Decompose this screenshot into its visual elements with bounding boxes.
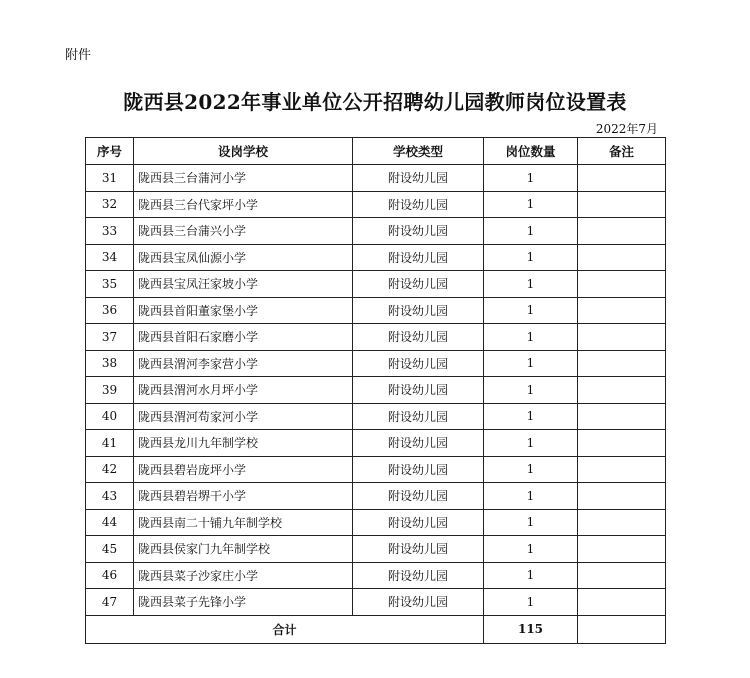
cell-count: 1	[484, 403, 578, 430]
table-row	[86, 483, 666, 510]
cell-type: 附设幼儿园	[353, 218, 484, 245]
document-title: 陇西县2022年事业单位公开招聘幼儿园教师岗位设置表	[123, 90, 627, 114]
cell-no: 44	[86, 509, 134, 536]
cell-count: 1	[484, 218, 578, 245]
cell-no: 35	[86, 271, 134, 298]
cell-note	[578, 509, 666, 536]
cell-school: 陇西县南二十铺九年制学校	[134, 509, 353, 536]
cell-note	[578, 456, 666, 483]
cell-note	[578, 589, 666, 616]
cell-school: 陇西县碧岩堺干小学	[134, 483, 353, 510]
cell-school: 陇西县侯家门九年制学校	[134, 536, 353, 563]
cell-note	[578, 191, 666, 218]
cell-count: 1	[484, 589, 578, 616]
cell-school: 陇西县菜子先锋小学	[134, 589, 353, 616]
cell-type: 附设幼儿园	[353, 191, 484, 218]
cell-no: 42	[86, 456, 134, 483]
table-row	[86, 456, 666, 483]
cell-no: 32	[86, 191, 134, 218]
cell-no: 37	[86, 324, 134, 351]
cell-note	[578, 430, 666, 457]
cell-note	[578, 562, 666, 589]
table-row	[86, 297, 666, 324]
table-row	[86, 403, 666, 430]
header-count: 岗位数量	[484, 138, 578, 165]
cell-count: 1	[484, 350, 578, 377]
cell-no: 33	[86, 218, 134, 245]
cell-type: 附设幼儿园	[353, 403, 484, 430]
cell-note	[578, 271, 666, 298]
cell-type: 附设幼儿园	[353, 271, 484, 298]
cell-no: 34	[86, 244, 134, 271]
cell-no: 36	[86, 297, 134, 324]
cell-count: 1	[484, 483, 578, 510]
cell-type: 附设幼儿园	[353, 589, 484, 616]
cell-school: 陇西县碧岩庞坪小学	[134, 456, 353, 483]
header-no: 序号	[86, 138, 134, 165]
table-row	[86, 350, 666, 377]
attachment-label: 附件	[65, 48, 92, 63]
cell-school: 陇西县菜子沙家庄小学	[134, 562, 353, 589]
cell-type: 附设幼儿园	[353, 456, 484, 483]
cell-no: 31	[86, 165, 134, 192]
table-row	[86, 324, 666, 351]
cell-count: 1	[484, 377, 578, 404]
table-row	[86, 191, 666, 218]
cell-count: 1	[484, 456, 578, 483]
document-date: 2022年7月	[595, 122, 658, 136]
cell-school: 陇西县三台蒲河小学	[134, 165, 353, 192]
total-note	[578, 615, 666, 643]
table-row	[86, 430, 666, 457]
cell-no: 39	[86, 377, 134, 404]
cell-note	[578, 483, 666, 510]
cell-type: 附设幼儿园	[353, 165, 484, 192]
cell-count: 1	[484, 562, 578, 589]
cell-no: 47	[86, 589, 134, 616]
cell-school: 陇西县首阳石家磨小学	[134, 324, 353, 351]
cell-no: 40	[86, 403, 134, 430]
cell-count: 1	[484, 165, 578, 192]
cell-school: 陇西县三台蒲兴小学	[134, 218, 353, 245]
cell-count: 1	[484, 430, 578, 457]
cell-count: 1	[484, 536, 578, 563]
cell-no: 43	[86, 483, 134, 510]
cell-type: 附设幼儿园	[353, 430, 484, 457]
total-label: 合计	[86, 615, 484, 643]
table-row	[86, 377, 666, 404]
total-row	[86, 615, 666, 643]
cell-count: 1	[484, 509, 578, 536]
cell-school: 陇西县渭河苟家河小学	[134, 403, 353, 430]
table-row	[86, 562, 666, 589]
cell-note	[578, 218, 666, 245]
cell-school: 陇西县龙川九年制学校	[134, 430, 353, 457]
cell-type: 附设幼儿园	[353, 483, 484, 510]
cell-no: 45	[86, 536, 134, 563]
cell-count: 1	[484, 324, 578, 351]
cell-count: 1	[484, 297, 578, 324]
cell-note	[578, 536, 666, 563]
cell-count: 1	[484, 271, 578, 298]
table-row	[86, 509, 666, 536]
table-row	[86, 271, 666, 298]
cell-no: 41	[86, 430, 134, 457]
cell-note	[578, 297, 666, 324]
cell-count: 1	[484, 244, 578, 271]
table-row	[86, 165, 666, 192]
table-row	[86, 536, 666, 563]
cell-note	[578, 377, 666, 404]
cell-no: 46	[86, 562, 134, 589]
cell-no: 38	[86, 350, 134, 377]
header-note: 备注	[578, 138, 666, 165]
cell-count: 1	[484, 191, 578, 218]
table-row	[86, 218, 666, 245]
cell-note	[578, 350, 666, 377]
cell-school: 陇西县渭河水月坪小学	[134, 377, 353, 404]
header-school: 设岗学校	[134, 138, 353, 165]
cell-note	[578, 244, 666, 271]
cell-type: 附设幼儿园	[353, 244, 484, 271]
cell-type: 附设幼儿园	[353, 324, 484, 351]
cell-note	[578, 403, 666, 430]
cell-school: 陇西县宝凤仙源小学	[134, 244, 353, 271]
cell-type: 附设幼儿园	[353, 562, 484, 589]
cell-type: 附设幼儿园	[353, 377, 484, 404]
cell-school: 陇西县宝凤汪家坡小学	[134, 271, 353, 298]
table-header-row	[86, 138, 666, 165]
cell-type: 附设幼儿园	[353, 350, 484, 377]
header-type: 学校类型	[353, 138, 484, 165]
position-table	[85, 137, 666, 644]
total-value: 115	[484, 615, 578, 643]
cell-school: 陇西县三台代家坪小学	[134, 191, 353, 218]
cell-note	[578, 165, 666, 192]
table-row	[86, 244, 666, 271]
cell-school: 陇西县首阳董家堡小学	[134, 297, 353, 324]
table-row	[86, 589, 666, 616]
cell-type: 附设幼儿园	[353, 297, 484, 324]
cell-note	[578, 324, 666, 351]
cell-type: 附设幼儿园	[353, 509, 484, 536]
cell-type: 附设幼儿园	[353, 536, 484, 563]
cell-school: 陇西县渭河李家营小学	[134, 350, 353, 377]
